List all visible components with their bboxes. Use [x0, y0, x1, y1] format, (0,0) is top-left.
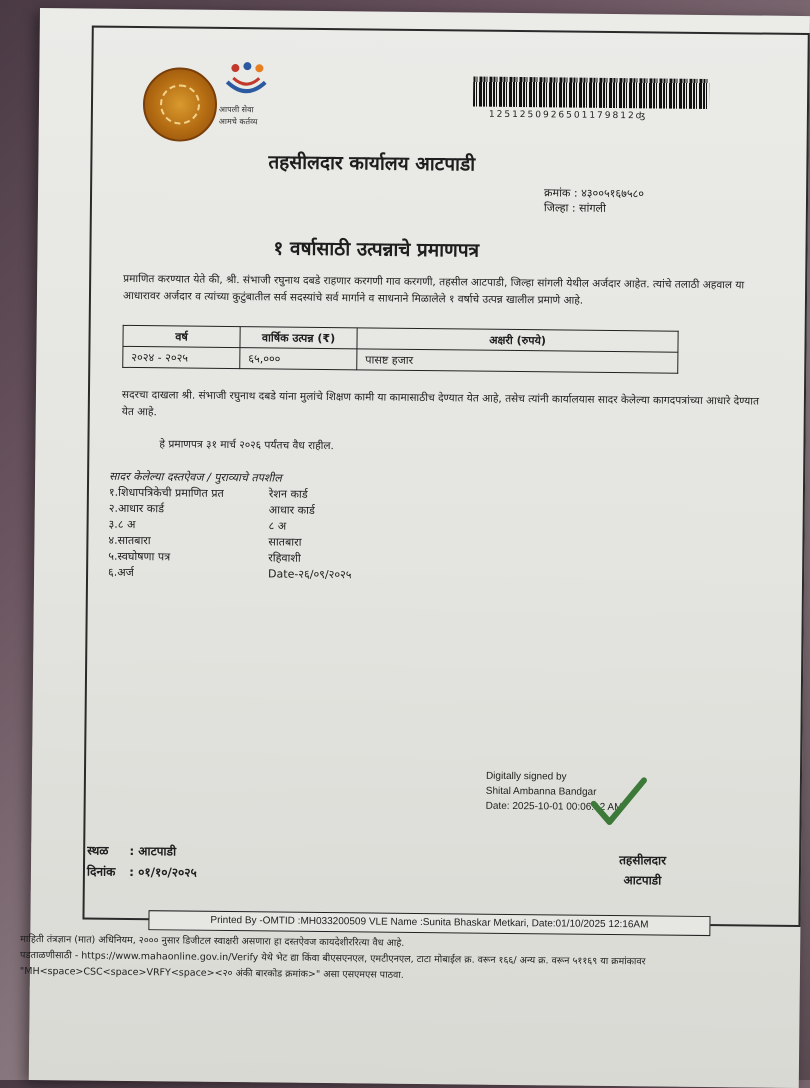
doc-submitted: ३.८ अ [108, 517, 136, 532]
doc-type: रेशन कार्ड [268, 487, 308, 501]
maharashtra-emblem-icon [143, 67, 218, 142]
doc-type: ८ अ [268, 519, 287, 533]
logo-line-2: आमचे कर्तव्य [218, 116, 258, 127]
documents-heading: सादर केलेल्या दस्तऐवज / पुराव्याचे तपशील [109, 469, 282, 485]
place-value: आटपाडी [138, 844, 177, 859]
doc-type: सातबारा [268, 535, 302, 549]
list-item [108, 549, 301, 566]
date-value: ०१/१०/२०२५ [138, 865, 197, 880]
doc-submitted: २.आधार कार्ड [108, 501, 165, 516]
doc-type: आधार कार्ड [268, 503, 315, 517]
doc-type: Date-२६/०९/२०२५ [268, 567, 352, 582]
income-table [122, 325, 678, 374]
doc-submitted: ५.स्वघोषणा पत्र [108, 549, 171, 564]
reference-info [544, 185, 644, 216]
header-words: अक्षरी (रुपये) [357, 328, 678, 352]
list-item [109, 501, 315, 518]
footer-line-1: माहिती तंत्रज्ञान (मात) अधिनियम, २००० नुसार डिजीटल स्वाक्षरी असणारा हा दस्तऐवज कायदेशीररित्या वैध आहे. [20, 933, 405, 949]
doc-type: रहिवाशी [268, 551, 301, 565]
list-item [108, 565, 352, 583]
list-item [108, 533, 301, 550]
aaple-sarkar-logo [213, 60, 284, 133]
place-date-block: स्थळ : आटपाडी दिनांक : ०१/१०/२०२५ [87, 841, 197, 884]
signature-line-3: Date: 2025-10-01 00:06:12 AM [485, 800, 623, 814]
list-item [109, 517, 287, 534]
signature-line-2: Shital Ambanna Bandgar [485, 785, 597, 798]
footer-line-2: पडताळणीसाठी - https://www.mahaonline.gov.in/Verify येथे भेट द्या किंवा बीएसएनएल, एमटीएनएल, टाटा मोबाईल क्र. वरून १६६/ अन्य क्र. वरून ५११६९ या क्रमांकावर [20, 949, 646, 968]
checkmark-icon [587, 774, 648, 835]
barcode-number: 1251250926501179812ʤ [488, 109, 648, 122]
office-title: तहसीलदार कार्यालय आटपाडी [268, 151, 476, 176]
authority-place: आटपाडी [623, 873, 662, 888]
date-label: दिनांक [86, 864, 116, 879]
list-item [109, 485, 308, 502]
header-income: वार्षिक उत्पन्न (₹) [240, 327, 357, 349]
kramank: क्रमांक : ४३००५१६७५८० [544, 186, 645, 201]
doc-submitted: ४.सातबारा [108, 533, 151, 548]
cell-year: २०२४ - २०२५ [123, 346, 240, 368]
cell-words: पासष्ट हजार [357, 349, 678, 373]
issuing-authority [619, 850, 666, 890]
certificate-paper [19, 8, 810, 1088]
authority-title: तहसीलदार [619, 853, 667, 868]
certificate-title: १ वर्षासाठी उत्पन्नाचे प्रमाणपत्र [273, 237, 480, 262]
purpose-paragraph: सदरचा दाखला श्री. संभाजी रघुनाथ दबडे यांना मुलांचे शिक्षण कामी या कामासाठीच देण्यात येत आहे, तसेच त्यांनी कार्यालयास सादर केलेल्या कागदपत्रांच्या आधारे देण्यात येत आहे. [121, 388, 760, 419]
logo-line-1: आपली सेवा [218, 104, 254, 115]
printed-by-bar: Printed By -OMTID :MH033200509 VLE Name :Sunita Bhaskar Metkari, Date:01/10/2025 12:16AM [148, 910, 710, 936]
jilha: जिल्हा : सांगली [543, 201, 606, 215]
header-year: वर्ष [123, 325, 240, 347]
place-label: स्थळ [87, 843, 109, 858]
cell-income: ६५,००० [240, 348, 357, 370]
doc-submitted: १.शिधापत्रिकेची प्रमाणित प्रत [108, 485, 224, 500]
footer-line-3: "MH<space>CSC<space>VRFY<space><२० अंकी बारकोड क्रमांक>" असा एसएमएस पाठवा. [19, 965, 404, 981]
signature-line-1: Digitally signed by [485, 770, 567, 783]
intro-paragraph: प्रमाणित करण्यात येते की, श्री. संभाजी रघुनाथ दबडे राहणार करगणी गाव करगणी, तहसील आटपाडी, जिल्हा सांगली येथील अर्जदार आहेत. त्यांचे तलाठी अहवाल या आधारावर अर्जदार व त्यांच्या कुटुंबातील सर्व सदस्यांचे सर्व मार्गाने व साधनाने मिळालेले १ वर्षाचे उत्पन्न खालील प्रमाणे आहे. [122, 272, 745, 307]
doc-submitted: ६.अर्ज [108, 565, 134, 580]
validity-line: हे प्रमाणपत्र ३१ मार्च २०२६ पर्यंतच वैध राहील. [159, 438, 334, 453]
barcode [473, 77, 709, 109]
